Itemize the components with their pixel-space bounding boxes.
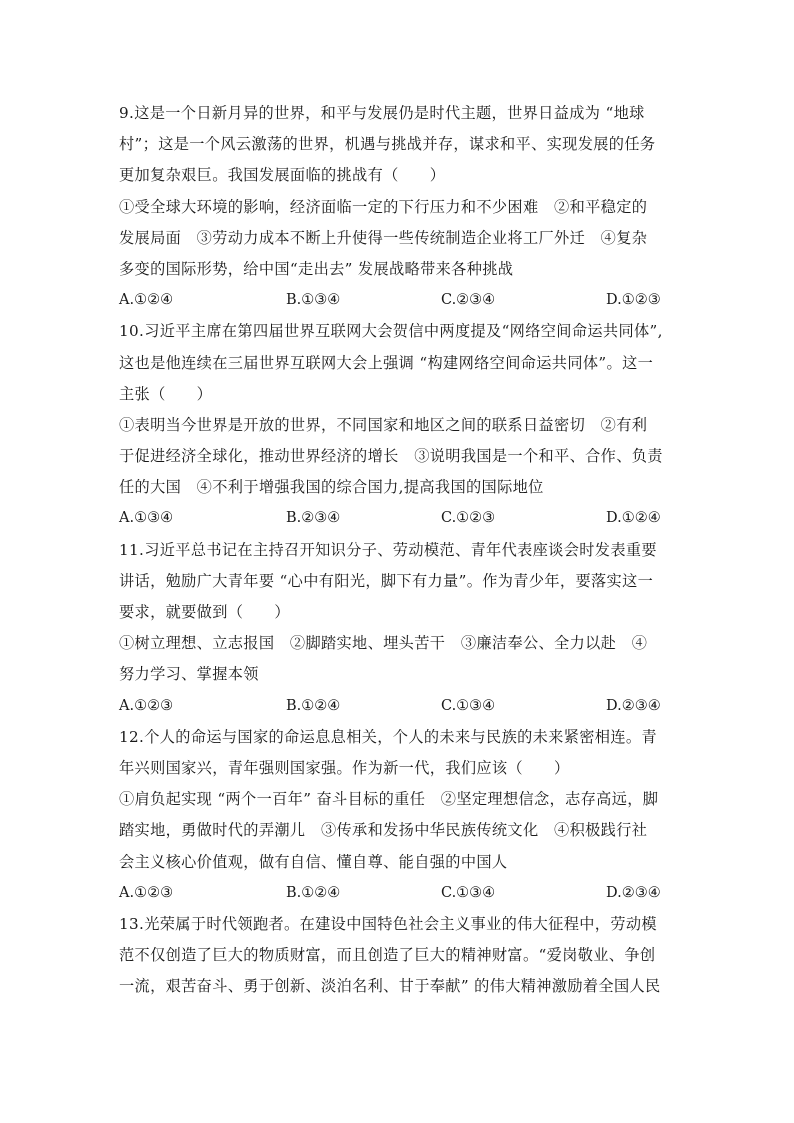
option-c: C.①③④ bbox=[441, 697, 496, 714]
question-text-line: ①表明当今世界是开放的世界，不同国家和地区之间的联系日益密切 ②有利 bbox=[119, 415, 648, 434]
question-text-line: 讲话，勉励广大青年要 “心中有阳光，脚下有力量”。作为青少年，要落实这一 bbox=[119, 571, 654, 590]
question-text-line: 范不仅创造了巨大的物质财富，而且创造了巨大的精神财富。“爱岗敬业、争创 bbox=[119, 946, 656, 965]
question-text-line: 主张（ ） bbox=[119, 384, 213, 403]
answer-options bbox=[119, 878, 679, 909]
option-c: C.①③④ bbox=[441, 884, 496, 901]
question-text-line: 努力学习、掌握本领 bbox=[119, 665, 259, 684]
question-text-line: 一流，艰苦奋斗、勇于创新、淡泊名利、甘于奉献” 的伟大精神激励着全国人民 bbox=[119, 977, 661, 996]
question-12 bbox=[119, 722, 679, 909]
question-text-line: 村”；这是一个风云激荡的世界，机遇与挑战并存，谋求和平、实现发展的任务 bbox=[119, 135, 656, 154]
question-text-line: 于促进经济全球化，推动世界经济的增长 ③说明我国是一个和平、合作、负责 bbox=[119, 447, 663, 466]
question-text-line: 11.习近平总书记在主持召开知识分子、劳动模范、青年代表座谈会时发表重要 bbox=[119, 540, 657, 559]
option-c: C.①②③ bbox=[441, 510, 496, 527]
question-text-line: 多变的国际形势，给中国“走出去” 发展战略带来各种挑战 bbox=[119, 259, 514, 278]
question-text-line: ①受全球大环境的影响，经济面临一定的下行压力和不少困难 ②和平稳定的 bbox=[119, 197, 648, 216]
answer-options bbox=[119, 691, 679, 722]
option-b: B.①②④ bbox=[286, 884, 341, 901]
option-a: A.①②③ bbox=[119, 884, 174, 901]
question-text-line: 发展局面 ③劳动力成本不断上升使得一些传统制造企业将工厂外迁 ④复杂 bbox=[119, 228, 648, 247]
question-text-line: ①肩负起实现 “两个一百年” 奋斗目标的重任 ②坚定理想信念，志存高远，脚 bbox=[119, 790, 659, 809]
question-9 bbox=[119, 98, 679, 316]
question-text-line: 13.光荣属于时代领跑者。在建设中国特色社会主义事业的伟大征程中，劳动模 bbox=[119, 914, 657, 933]
question-text-line: 这也是他连续在三届世界互联网大会上强调 “构建网络空间命运共同体”。这一 bbox=[119, 353, 654, 372]
question-text-line: 任的大国 ④不利于增强我国的综合国力,提高我国的国际地位 bbox=[119, 478, 544, 497]
option-b: B.①②④ bbox=[286, 697, 341, 714]
option-b: B.①③④ bbox=[286, 292, 341, 309]
question-13 bbox=[119, 909, 679, 1003]
option-a: A.①③④ bbox=[119, 510, 174, 527]
option-a: A.①②③ bbox=[119, 697, 174, 714]
question-11 bbox=[119, 535, 679, 722]
question-10 bbox=[119, 316, 679, 534]
option-d: D.①②③ bbox=[606, 292, 661, 309]
question-text-line: ①树立理想、立志报国 ②脚踏实地、埋头苦干 ③廉洁奉公、全力以赴 ④ bbox=[119, 634, 648, 653]
option-d: D.①②④ bbox=[606, 510, 661, 527]
question-text-line: 10.习近平主席在第四届世界互联网大会贺信中两度提及“网络空间命运共同体”, bbox=[119, 322, 663, 341]
option-a: A.①②④ bbox=[119, 292, 174, 309]
question-text-line: 更加复杂艰巨。我国发展面临的挑战有（ ） bbox=[119, 166, 446, 185]
question-text-line: 要求，就要做到（ ） bbox=[119, 603, 290, 621]
question-list bbox=[119, 98, 679, 1002]
option-b: B.②③④ bbox=[286, 510, 341, 527]
answer-options bbox=[119, 503, 679, 534]
question-text-line: 9.这是一个日新月异的世界，和平与发展仍是时代主题，世界日益成为 “地球 bbox=[119, 104, 645, 122]
answer-options bbox=[119, 285, 679, 316]
question-text-line: 会主义核心价值观，做有自信、懂自尊、能自强的中国人 bbox=[119, 852, 508, 871]
option-d: D.②③④ bbox=[606, 697, 661, 714]
option-c: C.②③④ bbox=[441, 292, 496, 309]
question-text-line: 年兴则国家兴，青年强则国家强。作为新一代，我们应该（ ） bbox=[119, 758, 570, 777]
question-text-line: 踏实地，勇做时代的弄潮儿 ③传承和发扬中华民族传统文化 ④积极践行社 bbox=[119, 821, 648, 840]
option-d: D.②③④ bbox=[606, 884, 661, 901]
question-text-line: 12.个人的命运与国家的命运息息相关，个人的未来与民族的未来紧密相连。青 bbox=[119, 727, 657, 746]
